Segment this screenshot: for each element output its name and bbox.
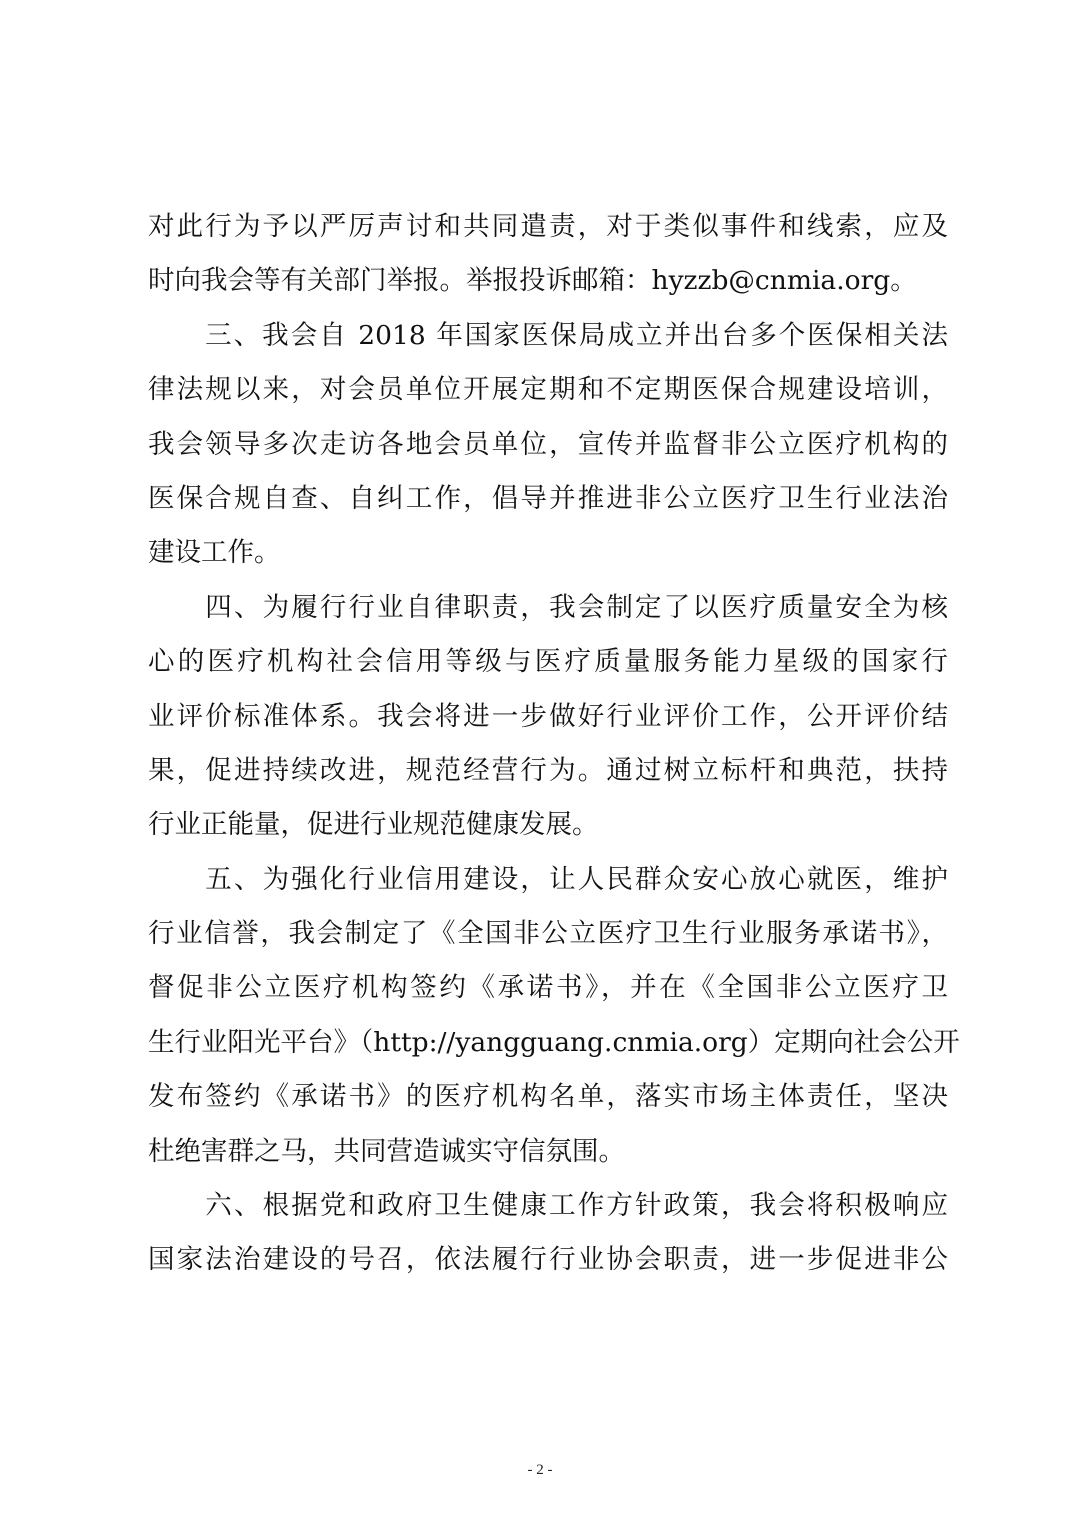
text-line-17: 发布签约《承诺书》的医疗机构名单，落实市场主体责任，坚决 xyxy=(148,1081,948,1113)
text-line-10: 业评价标准体系。我会将进一步做好行业评价工作，公开评价结 xyxy=(148,700,948,732)
text-line-1: 对此行为予以严厉声讨和共同遣责，对于类似事件和线索，应及 xyxy=(148,211,948,242)
text-line-12: 行业正能量，促进行业规范健康发展。 xyxy=(148,809,599,841)
text-line-14: 行业信誉，我会制定了《全国非公立医疗卫生行业服务承诺书》， xyxy=(148,918,948,950)
text-line-9: 心的医疗机构社会信用等级与医疗质量服务能力星级的国家行 xyxy=(148,646,948,678)
text-line-3: 三、我会自 2018 年国家医保局成立并出台多个医保相关法 xyxy=(148,319,948,351)
text-line-7: 建设工作。 xyxy=(148,537,281,569)
text-line-13: 五、为强化行业信用建设，让人民群众安心放心就医，维护 xyxy=(148,863,948,895)
text-line-19: 六、根据党和政府卫生健康工作方针政策，我会将积极响应 xyxy=(148,1190,948,1222)
text-line-6: 医保合规自查、自纠工作，倡导并推进非公立医疗卫生行业法治 xyxy=(148,482,948,514)
text-line-11: 果，促进持续改进，规范经营行为。通过树立标杆和典范，扶持 xyxy=(148,754,948,786)
text-line-8: 四、为履行行业自律职责，我会制定了以医疗质量安全为核 xyxy=(148,591,948,623)
text-line-15: 督促非公立医疗机构签约《承诺书》，并在《全国非公立医疗卫 xyxy=(148,972,948,1004)
page-number: - 2 - xyxy=(527,1462,553,1478)
text-line-16: 生行业阳光平台》（http://yangguang.cnmia.org）定期向社会公开 xyxy=(148,1026,960,1058)
document-body xyxy=(148,200,960,1288)
text-line-4: 律法规以来，对会员单位开展定期和不定期医保合规建设培训， xyxy=(148,374,948,406)
text-line-5: 我会领导多次走访各地会员单位，宣传并监督非公立医疗机构的 xyxy=(148,428,948,460)
text-line-2: 时向我会等有关部门举报。举报投诉邮箱：hyzzb@cnmia.org。 xyxy=(148,265,917,297)
text-line-20: 国家法治建设的号召，依法履行行业协会职责，进一步促进非公 xyxy=(148,1244,948,1276)
text-line-18: 杜绝害群之马，共同营造诚实守信氛围。 xyxy=(148,1135,625,1167)
